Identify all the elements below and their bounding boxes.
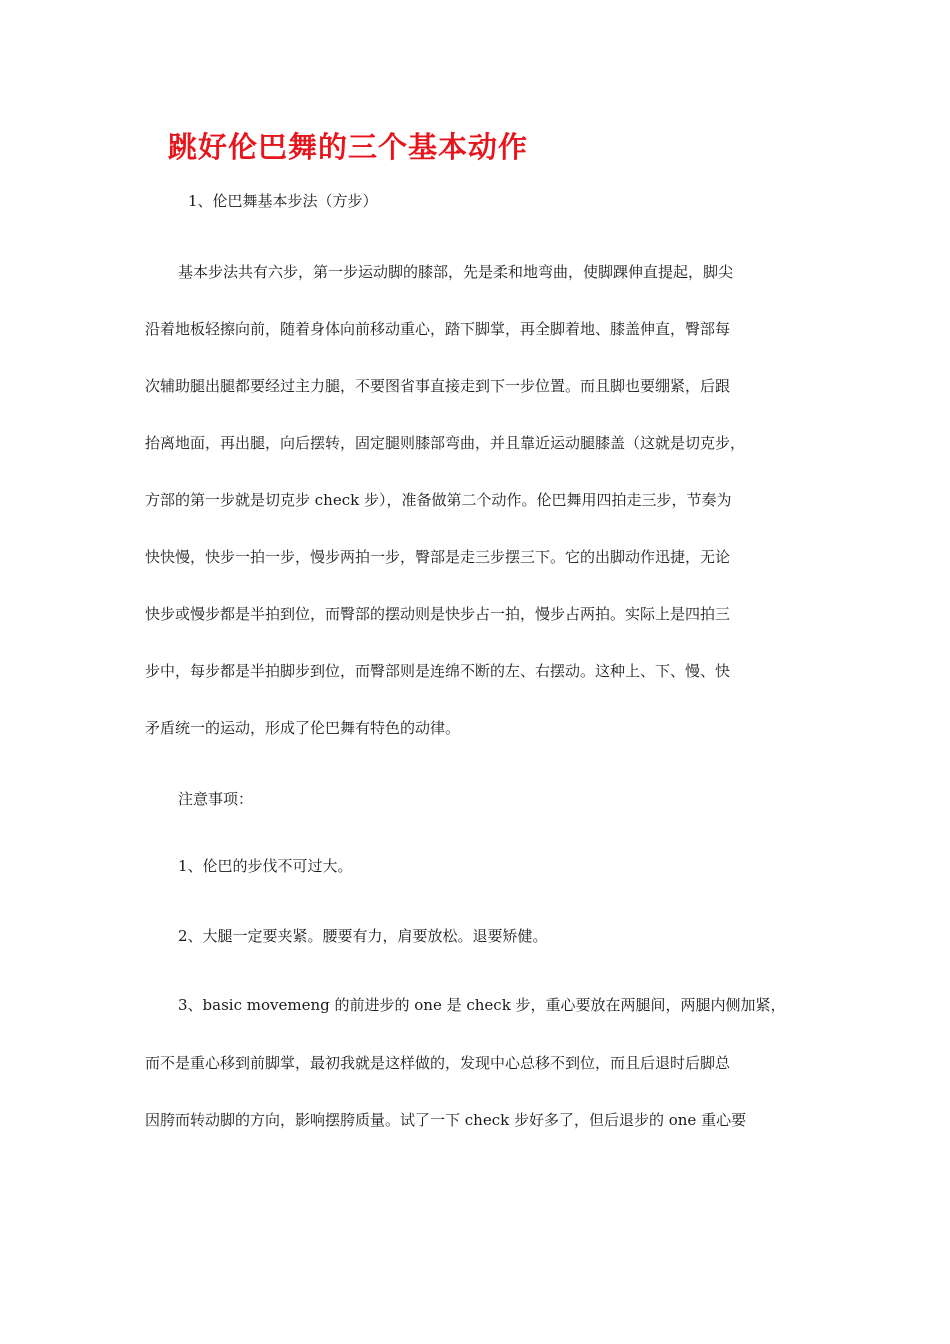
paragraph-line: 因胯而转动脚的方向，影响摆胯质量。试了一下 check 步好多了，但后退步的 one 重心要 — [145, 1111, 747, 1129]
paragraph-line: 矛盾统一的运动，形成了伦巴舞有特色的动律。 — [145, 719, 461, 737]
paragraph-line: 快步或慢步都是半拍到位，而臀部的摆动则是快步占一拍，慢步占两拍。实际上是四拍三 — [145, 605, 731, 623]
note-item: 2、大腿一定要夹紧。腰要有力，肩要放松。退要矫健。 — [178, 927, 548, 945]
paragraph-line: 步中，每步都是半拍脚步到位，而臀部则是连绵不断的左、右摆动。这种上、下、慢、快 — [145, 662, 731, 680]
note-item: 3、basic movemeng 的前进步的 one 是 check 步，重心要放在两腿间，两腿内侧加紧， — [178, 996, 786, 1014]
note-item: 1、伦巴的步伐不可过大。 — [178, 857, 353, 875]
paragraph-line: 方部的第一步就是切克步 check 步），准备做第二个动作。伦巴舞用四拍走三步，节奏为 — [145, 491, 732, 509]
paragraph-line: 快快慢，快步一拍一步，慢步两拍一步，臀部是走三步摆三下。它的出脚动作迅捷，无论 — [145, 548, 731, 566]
paragraph-line: 沿着地板轻擦向前，随着身体向前移动重心，踏下脚掌，再全脚着地、膝盖伸直，臀部每 — [145, 320, 731, 338]
paragraph-line: 而不是重心移到前脚掌，最初我就是这样做的，发现中心总移不到位，而且后退时后脚总 — [145, 1054, 731, 1072]
document-title: 跳好伦巴舞的三个基本动作 — [168, 130, 529, 164]
paragraph-line: 抬离地面，再出腿，向后摆转，固定腿则膝部弯曲，并且靠近运动腿膝盖（这就是切克步， — [145, 434, 746, 452]
paragraph-line: 次辅助腿出腿都要经过主力腿，不要图省事直接走到下一步位置。而且脚也要绷紧，后跟 — [145, 377, 731, 395]
paragraph-line: 基本步法共有六步，第一步运动脚的膝部，先是柔和地弯曲，使脚踝伸直提起，脚尖 — [178, 263, 734, 281]
section-heading: 1、伦巴舞基本步法（方步） — [188, 192, 378, 210]
notes-heading: 注意事项： — [178, 790, 254, 808]
